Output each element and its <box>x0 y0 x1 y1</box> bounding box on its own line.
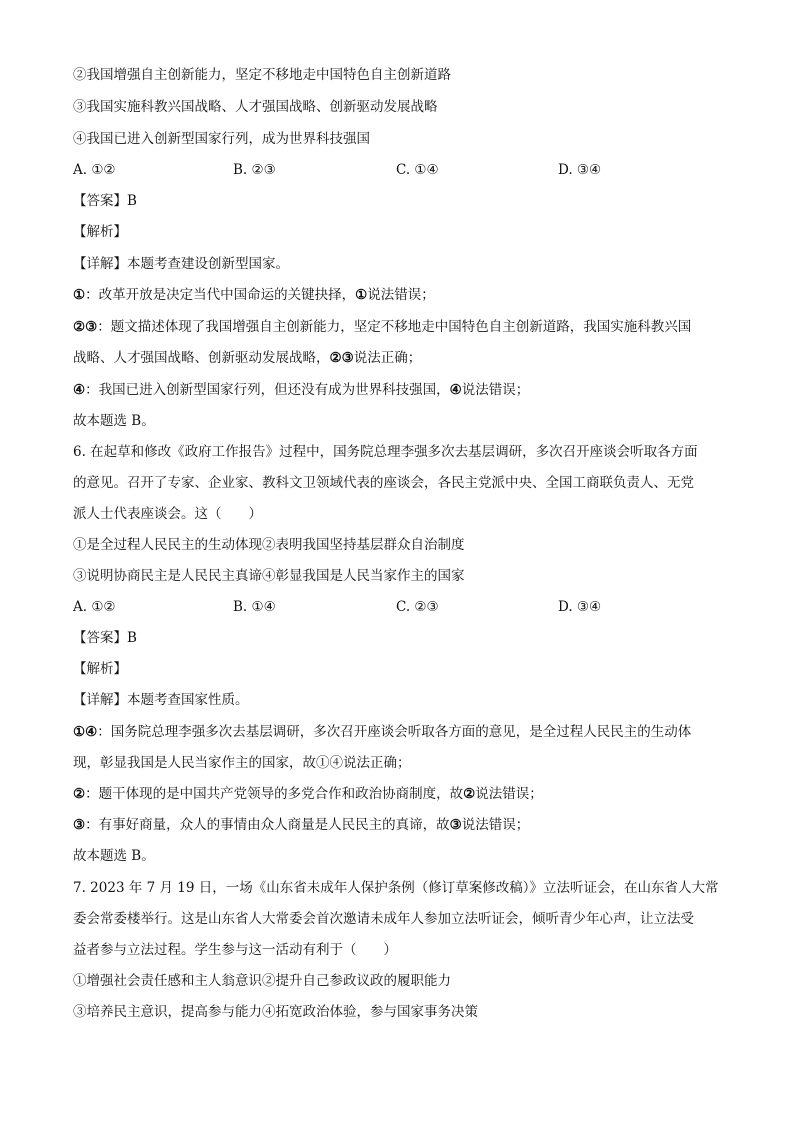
q6-statements-34: ③说明协商民主是人民民主真谛④彰显我国是人民当家作主的国家 <box>73 568 465 584</box>
q6-stem-line2: 的意见。召开了专家、企业家、教科文卫领域代表的座谈会，各民主党派中央、全国工商联负责人、无党 <box>73 475 694 491</box>
q5-statement-2: ②我国增强自主创新能力，坚定不移地走中国特色自主创新道路 <box>73 67 451 83</box>
q5-explanation-23-line1 <box>73 318 691 336</box>
q6-exp3-text: ：有事好商量，众人的事情由众人商量是人民民主的真谛，故 <box>85 817 450 833</box>
q5-exp4-key2: ④ <box>449 382 462 398</box>
q6-conclusion: 故本题选 B。 <box>73 848 155 864</box>
q5-exp4-text: ：我国已进入创新型国家行列，但还没有成为世界科技强国， <box>85 382 450 398</box>
q6-exp3-key2: ③ <box>449 817 462 833</box>
q5-explanation-4 <box>73 381 529 399</box>
q6-detail: 【详解】本题考查国家性质。 <box>73 692 249 708</box>
q5-statement-4: ④我国已进入创新型国家行列，成为世界科技强国 <box>73 131 370 147</box>
q5-explanation-23-line2 <box>73 349 421 367</box>
q7-statements-34: ③培养民主意识，提高参与能力④拓宽政治体验，参与国家事务决策 <box>73 1004 478 1020</box>
q5-conclusion: 故本题选 B。 <box>73 413 155 429</box>
q5-exp1-key: ① <box>73 287 86 303</box>
q6-exp3-key: ③ <box>73 817 86 833</box>
q5-detail: 【详解】本题考查建设创新型国家。 <box>73 256 289 272</box>
q5-exp1-end: 说法错误； <box>367 287 435 303</box>
q6-exp2-key: ② <box>73 786 86 802</box>
q5-exp1-key2: ① <box>355 287 368 303</box>
q6-answer: 【答案】B <box>73 630 137 646</box>
q6-explanation-3 <box>73 816 529 834</box>
q5-statement-3: ③我国实施科教兴国战略、人才强国战略、创新驱动发展战略 <box>73 99 438 115</box>
q6-exp3-end: 说法错误； <box>461 817 530 833</box>
q5-option-c: C. ①④ <box>396 162 439 178</box>
q6-exp2-end: 说法错误； <box>475 786 543 802</box>
q6-explanation-2 <box>73 785 543 803</box>
q5-analysis-label: 【解析】 <box>73 224 127 240</box>
q5-exp23-end: 说法正确； <box>353 350 422 366</box>
q7-stem-line2: 委会常委楼举行。这是山东省人大常委会首次邀请未成年人参加立法听证会，倾听青少年心声，让立法受 <box>73 911 694 927</box>
q5-answer: 【答案】B <box>73 193 137 209</box>
q6-option-c: C. ②③ <box>396 599 439 615</box>
q6-option-a: A. ①② <box>73 599 116 615</box>
q6-analysis-label: 【解析】 <box>73 661 127 677</box>
q5-exp1-text: ：改革开放是决定当代中国命运的关键抉择， <box>85 287 356 303</box>
q5-exp4-end: 说法错误； <box>461 382 530 398</box>
q6-exp2-text: ：题干体现的是中国共产党领导的多党合作和政治协商制度，故 <box>85 786 464 802</box>
q5-exp23-key2: ②③ <box>329 350 354 366</box>
q7-statements-12: ①增强社会责任感和主人翁意识②提升自己参政议政的履职能力 <box>73 973 451 989</box>
q6-statements-12: ①是全过程人民民主的生动体现②表明我国坚持基层群众自治制度 <box>73 537 465 553</box>
q6-stem-line3: 派人士代表座谈会。这（ ） <box>73 506 262 522</box>
q6-stem-line1: 6. 在起草和修改《政府工作报告》过程中，国务院总理李强多次去基层调研，多次召开座谈会听取各方面 <box>73 444 698 460</box>
q5-option-a: A. ①② <box>73 162 116 178</box>
q6-explanation-14-line2: 现，彰显我国是人民当家作主的国家，故①④说法正确； <box>73 755 411 771</box>
q6-exp14-text1: ：国务院总理李强多次去基层调研，多次召开座谈会听取各方面的意见，是全过程人民民主的生动体 <box>97 724 692 740</box>
q5-explanation-1 <box>73 286 435 304</box>
q6-explanation-14-line1 <box>73 723 691 741</box>
q7-stem-line1: 7. 2023 年 7 月 19 日，一场《山东省未成年人保护条例（修订草案修改稿）》立法听证会，在山东省人大常 <box>73 880 719 896</box>
q6-option-b: B. ①④ <box>233 599 276 615</box>
q6-exp2-key2: ② <box>463 786 476 802</box>
q5-exp4-key: ④ <box>73 382 86 398</box>
q6-option-d: D. ③④ <box>558 599 602 615</box>
q5-exp23-text2: 战略、人才强国战略、创新驱动发展战略， <box>73 350 330 366</box>
q5-exp23-key: ②③ <box>73 319 98 335</box>
q5-exp23-text1: ：题文描述体现了我国增强自主创新能力，坚定不移地走中国特色自主创新道路，我国实施科教兴国 <box>97 319 692 335</box>
q5-option-b: B. ②③ <box>233 162 276 178</box>
q6-exp14-key: ①④ <box>73 724 98 740</box>
q5-option-d: D. ③④ <box>558 162 602 178</box>
q7-stem-line3: 益者参与立法过程。学生参与这一活动有利于（ ） <box>73 942 397 958</box>
